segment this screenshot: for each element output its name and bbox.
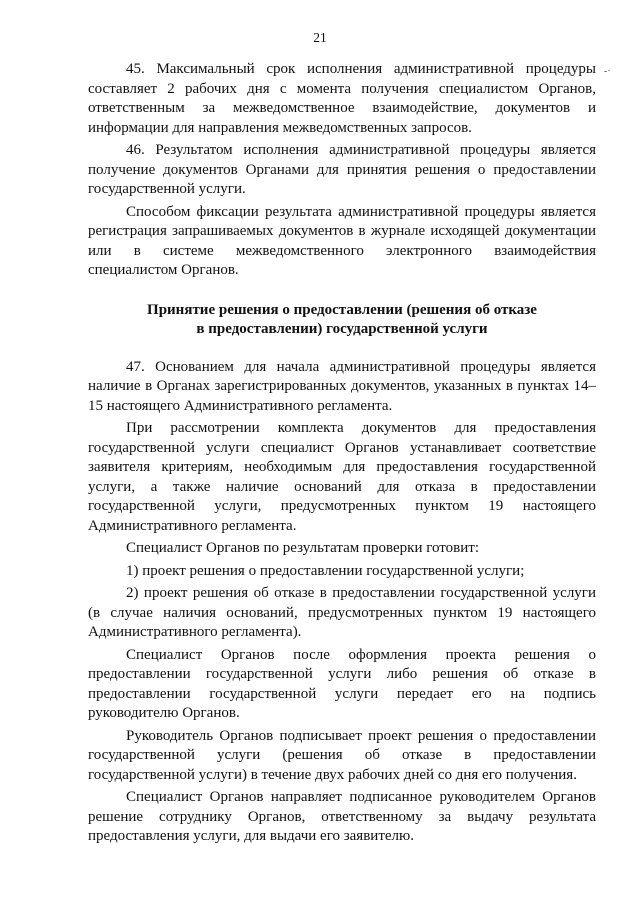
paragraph-fixation-method: Способом фиксации результата административной процедуры является регистрация запрашиваемых документов в журнале исходящей документации или в системе межведомственного электронного взаимодействия специалистом Органов. (88, 203, 596, 278)
list-item-1: 1) проект решения о предоставлении государственной услуги; (126, 562, 525, 579)
scan-artifact: ‑· (604, 66, 611, 77)
section-heading-line-2: в предоставлении) государственной услуги (196, 321, 488, 337)
paragraph-45: 45. Максимальный срок исполнения административной процедуры составляет 2 рабочих дня с момента получения специалистом Органов, ответственным за межведомственное взаимодействие, документов и информации для направления межведомственных запросов. (88, 61, 596, 136)
list-item-2: 2) проект решения об отказе в предоставлении государственной услуги (в случае наличия оснований, предусмотренных пунктом 19 настоящего Административного регламента). (88, 585, 596, 640)
paragraph-review: При рассмотрении комплекта документов для предоставления государственной услуги специалист Органов устанавливает соответствие заявителя критериям, необходимым для предоставления государственной услуги, а также наличие оснований для отказа в предоставлении государственной услуги, предусмотренных пунктом 19 настоящего Административного регламента. (88, 420, 596, 534)
section-heading-line-1: Принятие решения о предоставлении (решения об отказе (147, 301, 537, 318)
paragraph-specialist-transfer: Специалист Органов после оформления проекта решения о предоставлении государственной услуги либо решения об отказе в предоставлении государственной услуги передает его на подпись руководителю Органов. (88, 646, 596, 721)
section-heading (88, 301, 596, 340)
paragraph-46: 46. Результатом исполнения административной процедуры является получение документов Органами для принятия решения о предоставлении государственной услуги. (88, 142, 596, 197)
paragraph-47: 47. Основанием для начала административной процедуры является наличие в Органах зарегистрированных документов, указанных в пунктах 14–15 настоящего Административного регламента. (88, 358, 596, 414)
paragraph-prepares: Специалист Органов по результатам проверки готовит: (126, 540, 479, 556)
document-body (88, 60, 596, 850)
paragraph-specialist-sends: Специалист Органов направляет подписанное руководителем Органов решение сотруднику Органов, ответственному за выдачу результата предоставления услуги, для выдачи его заявителю. (88, 789, 596, 844)
page-number: 21 (313, 30, 327, 45)
paragraph-head-signs: Руководитель Органов подписывает проект решения о предоставлении государственной услуги (решения об отказе в предоставлении государственной услуги) в течение двух рабочих дней со дня его получения. (88, 727, 596, 783)
